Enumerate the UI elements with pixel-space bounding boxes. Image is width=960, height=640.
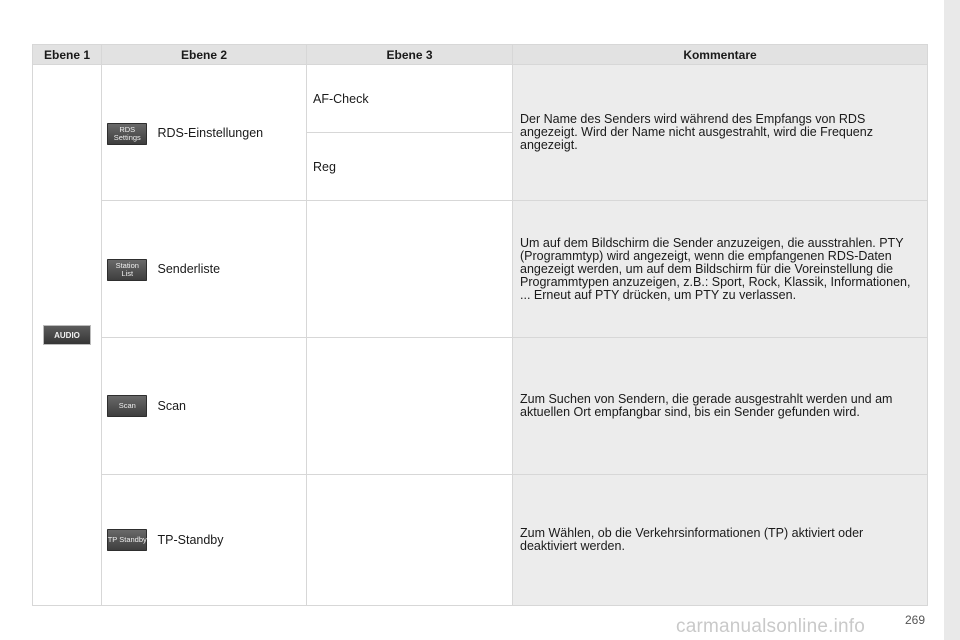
tp-standby-comment: Zum Wählen, ob die Verkehrsinformationen (TP) aktiviert oder deaktiviert werden. bbox=[513, 475, 928, 606]
page-number: 269 bbox=[905, 613, 926, 627]
rds-settings-icon[interactable]: RDS Settings bbox=[107, 123, 147, 145]
menu-table bbox=[32, 44, 928, 606]
header-ebene-2: Ebene 2 bbox=[102, 45, 307, 65]
table-row bbox=[33, 65, 928, 133]
right-edge-strip bbox=[944, 0, 960, 640]
station-list-icon-cell bbox=[102, 201, 153, 338]
scan-icon-cell bbox=[102, 338, 153, 475]
header-ebene-1: Ebene 1 bbox=[33, 45, 102, 65]
rds-settings-icon-cell bbox=[102, 65, 153, 201]
station-list-comment: Um auf dem Bildschirm die Sender anzuzeigen, die ausstrahlen. PTY (Programmtyp) wird angezeigt, wenn die empfangenen RDS-Daten angezeigt werden, um auf dem Bildschirm für die Voreinstellung die Programmtypen anzuzeigen, z.B.: Sport, Rock, Klassik, Informationen, ... Erneut auf PTY drücken, um PTY zu verlassen. bbox=[513, 201, 928, 338]
scan-comment: Zum Suchen von Sendern, die gerade ausgestrahlt werden und am aktuellen Ort empfangbar sind, bis ein Sender gefunden wird. bbox=[513, 338, 928, 475]
tp-standby-icon[interactable]: TP Standby bbox=[107, 529, 147, 551]
table-row bbox=[33, 475, 928, 606]
header-ebene-3: Ebene 3 bbox=[307, 45, 513, 65]
table-row bbox=[33, 338, 928, 475]
reg-label: Reg bbox=[307, 133, 513, 201]
tp-standby-label: TP-Standby bbox=[153, 475, 307, 606]
rds-settings-comment: Der Name des Senders wird während des Empfangs von RDS angezeigt. Wird der Name nicht ausgestrahlt, wird die Frequenz angezeigt. bbox=[513, 65, 928, 201]
empty-level3-cell bbox=[307, 338, 513, 475]
table-header-row bbox=[33, 45, 928, 65]
station-list-icon[interactable]: Station List bbox=[107, 259, 147, 281]
audio-button[interactable]: AUDIO bbox=[43, 325, 91, 345]
watermark: carmanualsonline.info bbox=[676, 616, 866, 637]
scan-icon[interactable]: Scan bbox=[107, 395, 147, 417]
empty-level3-cell bbox=[307, 475, 513, 606]
table-row bbox=[33, 201, 928, 338]
level1-cell bbox=[33, 65, 102, 606]
rds-settings-label: RDS-Einstellungen bbox=[153, 65, 307, 201]
af-check-label: AF-Check bbox=[307, 65, 513, 133]
header-kommentare: Kommentare bbox=[513, 45, 928, 65]
empty-level3-cell bbox=[307, 201, 513, 338]
tp-standby-icon-cell bbox=[102, 475, 153, 606]
scan-label: Scan bbox=[153, 338, 307, 475]
station-list-label: Senderliste bbox=[153, 201, 307, 338]
